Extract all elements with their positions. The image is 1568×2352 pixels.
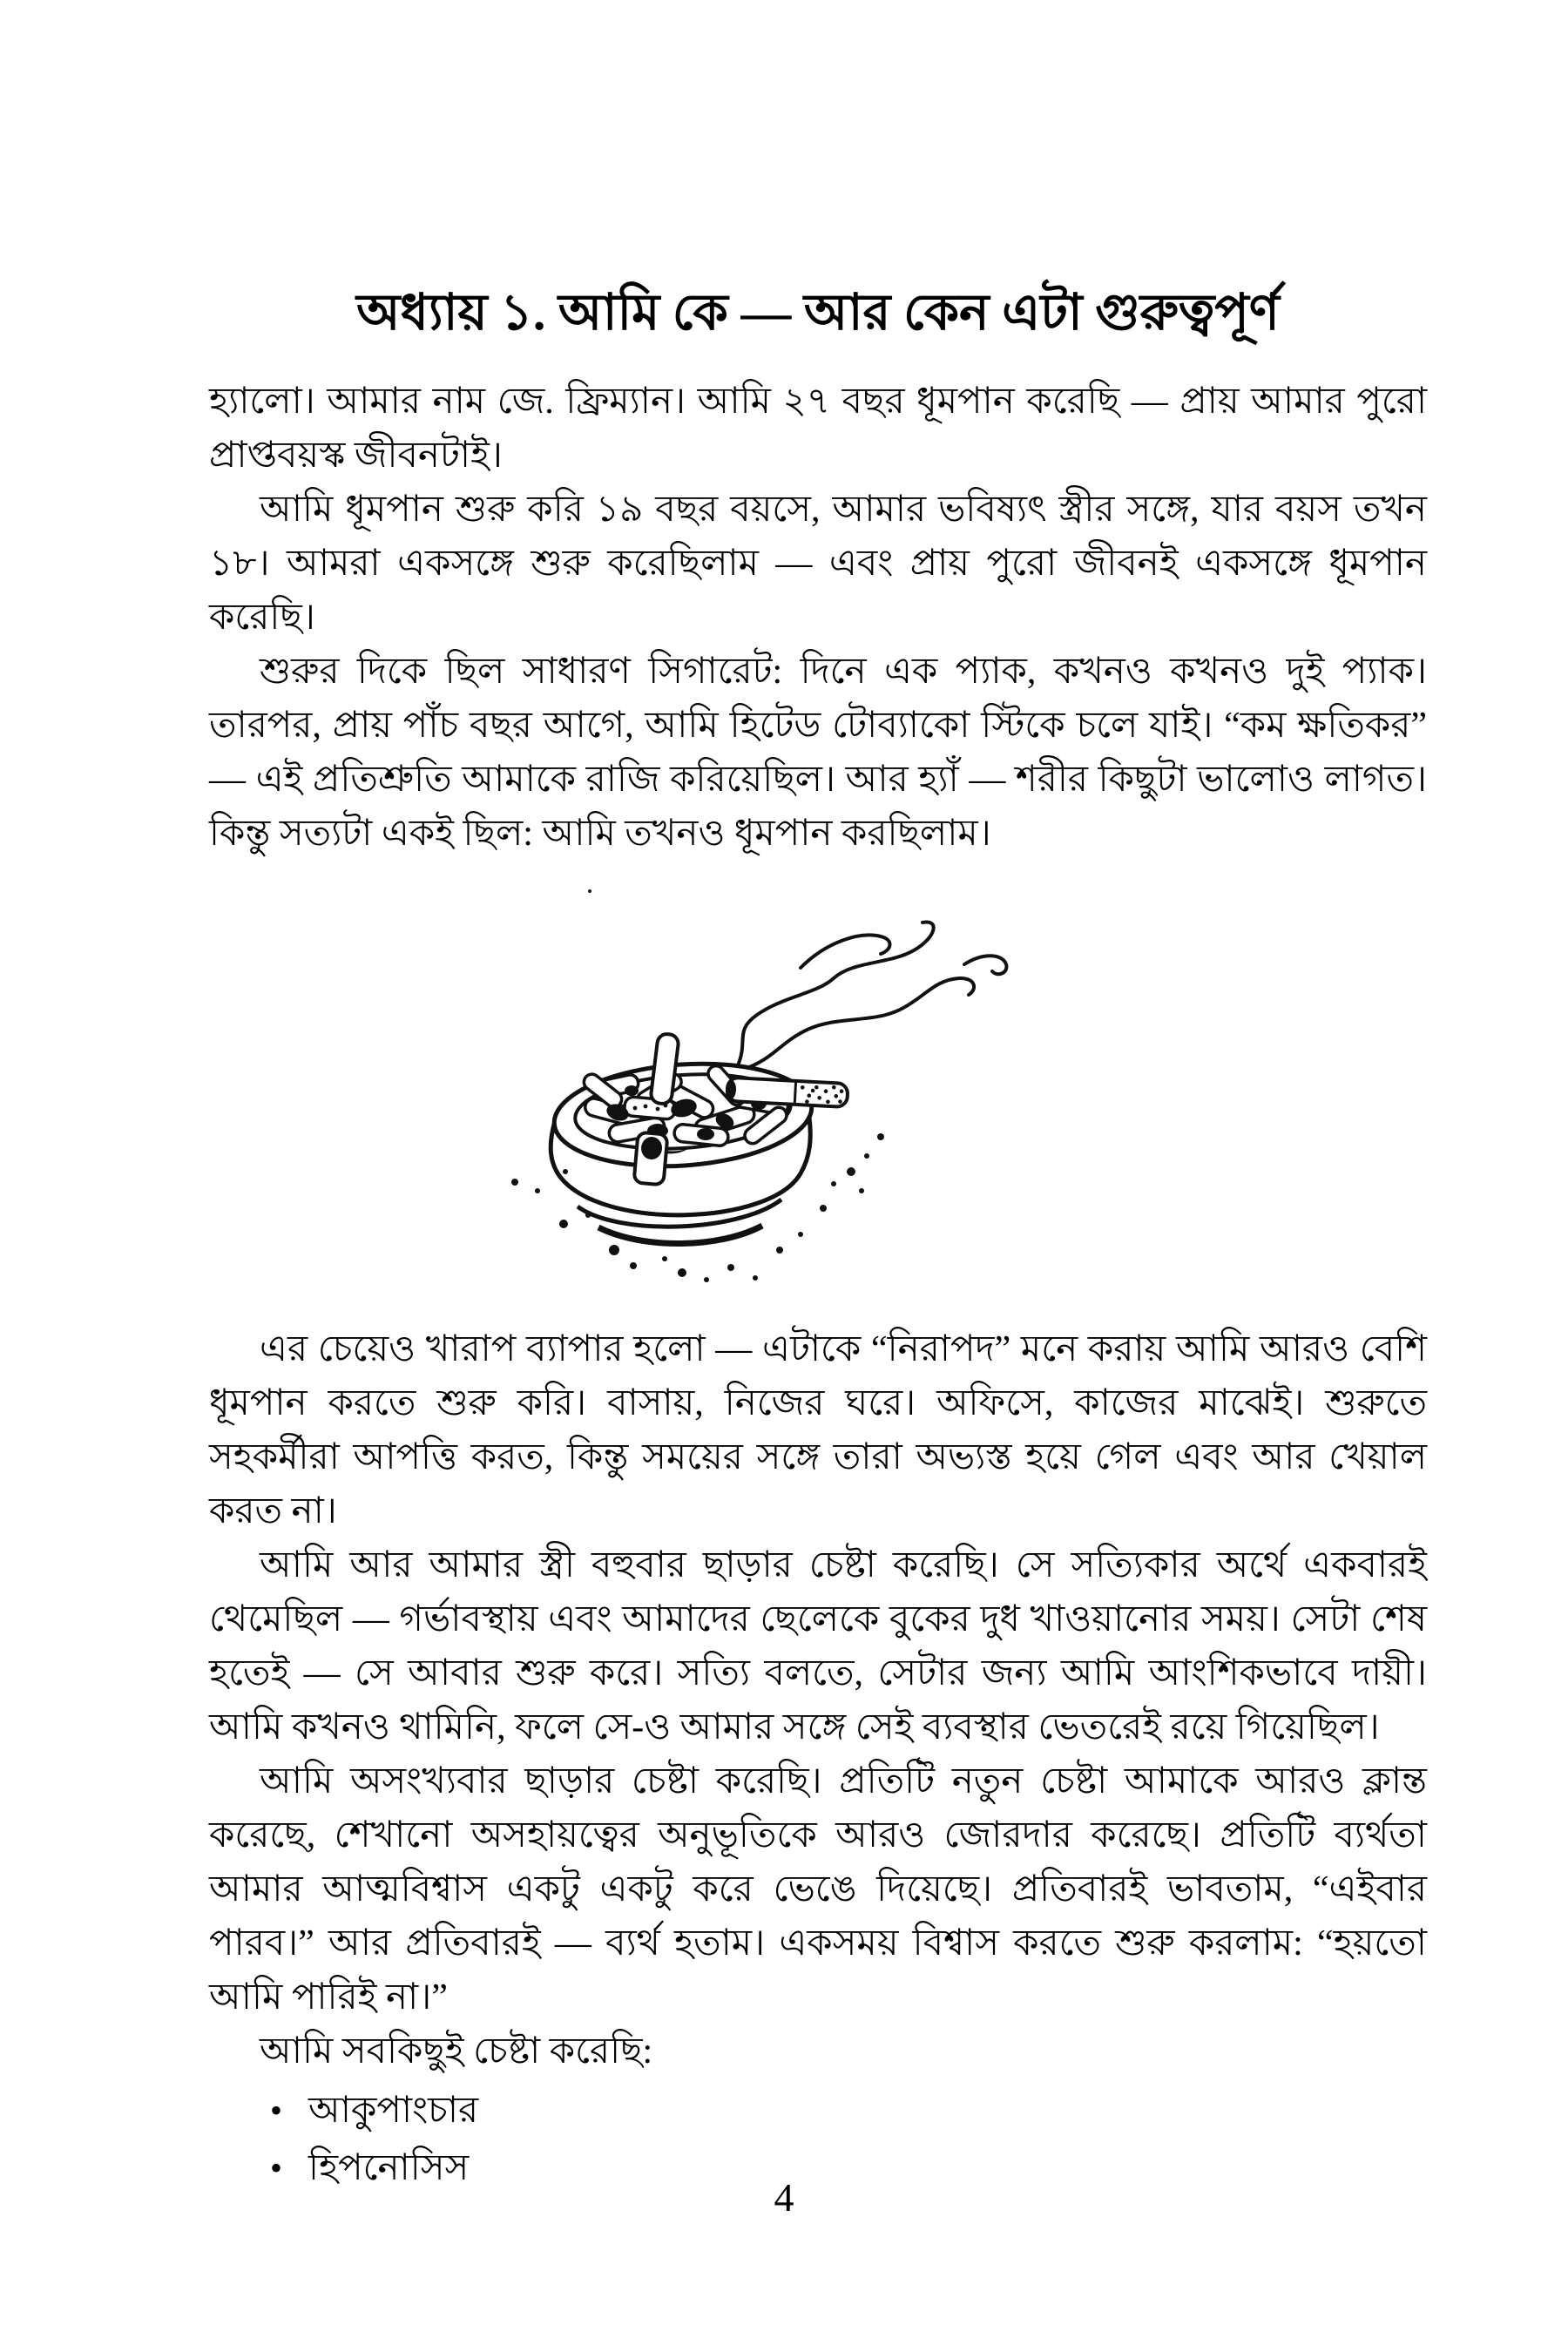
bullet-icon: • bbox=[270, 2148, 283, 2187]
list-item-label: হিপনোসিস bbox=[308, 2148, 470, 2188]
paragraph: শুরুর দিকে ছিল সাধারণ সিগারেট: দিনে এক প্যাক, কখনও কখনও দুই প্যাক। তারপর, প্রায় পাঁচ বছর আগে, আমি হিটেড টোব্যাকো স্টিকে চলে যাই। “কম ক্ষতিকর” — এই প্রতিশ্রুতি আমাকে রাজি করিয়েছিল। আর হ্যাঁ — শরীর কিছুটা ভালোও লাগত। কিন্তু সত্যটা একই ছিল: আমি তখনও ধূমপান করছিলাম। bbox=[209, 652, 1427, 854]
paragraph: আমি আর আমার স্ত্রী বহুবার ছাড়ার চেষ্টা করেছি। সে সত্যিকার অর্থে একবারই থেমেছিল — গর্ভাবস্থায় এবং আমাদের ছেলেকে বুকের দুধ খাওয়ানোর সময়। সেটা শেষ হতেই — সে আবার শুরু করে। সত্যি বলতে, সেটার জন্য আমি আংশিকভাবে দায়ী। আমি কখনও থামিনি, ফলে সে-ও আমার সঙ্গে সেই ব্যবস্থার ভেতরেই রয়ে গিয়েছিল। bbox=[209, 1545, 1427, 1747]
ashtray-illustration bbox=[487, 884, 1149, 1302]
bullet-icon: • bbox=[270, 2091, 283, 2130]
cigarette-rest-slot bbox=[634, 1132, 668, 1186]
list-intro: আমি সবকিছুই চেষ্টা করেছি: bbox=[260, 2031, 653, 2072]
lit-cigarette bbox=[725, 1078, 848, 1107]
paragraph: হ্যালো। আমার নাম জে. ফ্রিম্যান। আমি ২৭ বছর ধূমপান করেছি — প্রায় আমার পুরো প্রাপ্তবয়স্ক জীবনটাই। bbox=[209, 382, 1427, 476]
text-column bbox=[209, 275, 1427, 2197]
figure-container bbox=[209, 875, 1427, 1312]
list-item bbox=[270, 2082, 1427, 2139]
paragraph: আমি অসংখ্যবার ছাড়ার চেষ্টা করেছি। প্রতিটি নতুন চেষ্টা আমাকে আরও ক্লান্ত করেছে, শেখানো অসহায়ত্বের অনুভূতিকে আরও জোরদার করেছে। প্রতিটি ব্যর্থতা আমার আত্মবিশ্বাস একটু একটু করে ভেঙে দিয়েছে। প্রতিবারই ভাবতাম, “এইবার পারব।” আর প্রতিবারই — ব্যর্থ হতাম। একসময় বিশ্বাস করতে শুরু করলাম: “হয়তো আমি পারিই না।” bbox=[209, 1761, 1427, 2017]
smoke-lines bbox=[738, 923, 1006, 1069]
page-number: 4 bbox=[774, 2175, 794, 2220]
paragraph: এর চেয়েও খারাপ ব্যাপার হলো — এটাকে “নিরাপদ” মনে করায় আমি আরও বেশি ধূমপান করতে শুরু করি। বাসায়, নিজের ঘরে। অফিসে, কাজের মাঝেই। শুরুতে সহকর্মীরা আপত্তি করত, কিন্তু সময়ের সঙ্গে তারা অভ্যস্ত হয়ে গেল এবং আর খেয়াল করত না। bbox=[209, 1329, 1427, 1531]
chapter-title: অধ্যায় ১. আমি কে — আর কেন এটা গুরুত্বপূর্ণ bbox=[356, 284, 1280, 341]
list-item-label: আকুপাংচার bbox=[308, 2091, 479, 2131]
paragraph: আমি ধূমপান শুরু করি ১৯ বছর বয়সে, আমার ভবিষ্যৎ স্ত্রীর সঙ্গে, যার বয়স তখন ১৮। আমরা একসঙ্গে শুরু করেছিলাম — এবং প্রায় পুরো জীবনই একসঙ্গে ধূমপান করেছি। bbox=[209, 490, 1427, 638]
